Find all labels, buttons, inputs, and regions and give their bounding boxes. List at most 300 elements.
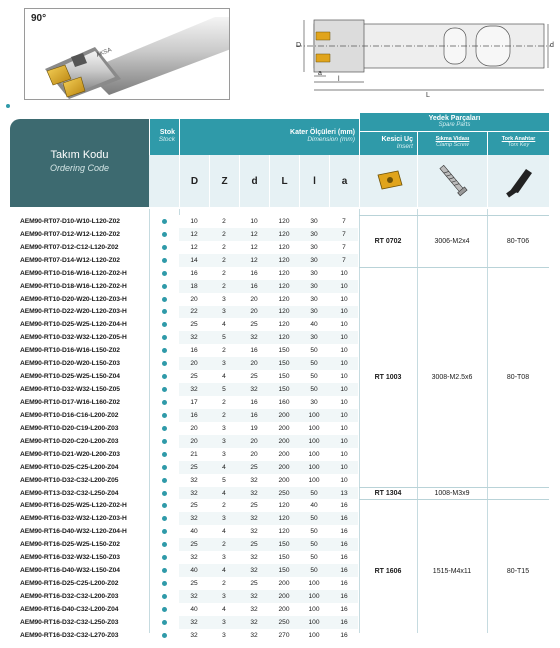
dim-d: d	[550, 42, 554, 49]
in-stock-dot	[162, 529, 167, 534]
cell-L: 120	[278, 217, 290, 225]
table-row	[10, 383, 359, 396]
cell-a: 10	[340, 347, 348, 355]
in-stock-dot	[162, 607, 167, 612]
cell-l: 30	[310, 243, 318, 251]
table-row	[10, 435, 359, 448]
cell-D: 32	[190, 489, 198, 497]
in-stock-dot	[162, 594, 167, 599]
table-row	[10, 525, 359, 538]
ordering-code: AEM90-RT10-D16-C16-L200-Z02	[20, 411, 119, 419]
cell-a: 10	[340, 295, 348, 303]
ordering-code: AEM90-RT16-D40-W32-L120-Z04-H	[20, 528, 127, 536]
cell-l: 30	[310, 308, 318, 316]
cell-d: 20	[250, 295, 258, 303]
cell-L: 270	[278, 631, 290, 639]
table-row	[10, 551, 359, 564]
table-row	[10, 512, 359, 525]
cell-L: 120	[278, 321, 290, 329]
ordering-code: AEM90-RT16-D32-C32-L250-Z03	[20, 618, 119, 626]
ordering-code: AEM90-RT10-D17-W16-L160-Z02	[20, 398, 120, 406]
cell-Z: 2	[222, 282, 226, 290]
table-row	[10, 616, 359, 629]
stock-column-head	[149, 155, 179, 207]
stock-label: Stok	[159, 129, 175, 136]
stock-cell	[149, 309, 179, 314]
cell-l: 100	[308, 605, 320, 613]
torx-key-header	[487, 132, 549, 155]
cell-L: 150	[278, 373, 290, 381]
cell-D: 16	[190, 411, 198, 419]
cell-L: 150	[278, 360, 290, 368]
cell-l: 30	[310, 256, 318, 264]
cell-d: 32	[250, 489, 258, 497]
cell-Z: 4	[222, 373, 226, 381]
in-stock-dot	[162, 568, 167, 573]
cell-l: 30	[310, 217, 318, 225]
cell-D: 20	[190, 424, 198, 432]
cell-d: 32	[250, 605, 258, 613]
cell-a: 10	[340, 360, 348, 368]
cell-d: 32	[250, 334, 258, 342]
cell-d: 32	[250, 631, 258, 639]
stock-cell	[149, 322, 179, 327]
cell-a: 10	[340, 373, 348, 381]
stock-cell	[149, 516, 179, 521]
cell-L: 120	[278, 269, 290, 277]
cell-Z: 4	[222, 463, 226, 471]
ordering-code: AEM90-RT10-D20-C20-L200-Z03	[20, 437, 119, 445]
cell-l: 50	[310, 386, 318, 394]
cell-L: 200	[278, 476, 290, 484]
cell-D: 12	[190, 230, 198, 238]
cell-Z: 4	[222, 489, 226, 497]
table-row	[10, 577, 359, 590]
technical-drawing	[276, 10, 556, 102]
stock-cell	[149, 426, 179, 431]
group-clamp: 1515-M4x11	[432, 567, 472, 575]
table-body	[10, 209, 549, 639]
group-key: 80-T06	[506, 237, 530, 245]
dimension-header	[179, 119, 359, 155]
cell-L: 200	[278, 580, 290, 588]
in-stock-dot	[162, 555, 167, 560]
table-row	[10, 474, 359, 487]
in-stock-dot	[162, 245, 167, 250]
cell-l: 100	[308, 450, 320, 458]
in-stock-dot	[162, 465, 167, 470]
cell-D: 32	[190, 476, 198, 484]
ordering-code: AEM90-RT16-D32-W32-L150-Z03	[20, 554, 120, 562]
cell-D: 20	[190, 295, 198, 303]
ordering-code: AEM90-RT07-D10-W10-L120-Z02	[20, 217, 120, 225]
cell-L: 250	[278, 489, 290, 497]
cell-d: 25	[250, 580, 258, 588]
cell-l: 100	[308, 463, 320, 471]
stock-cell	[149, 491, 179, 496]
cell-Z: 3	[222, 515, 226, 523]
in-stock-dot	[162, 297, 167, 302]
cell-a: 10	[340, 476, 348, 484]
svg-text:AKSA: AKSA	[95, 47, 113, 59]
stock-cell	[149, 374, 179, 379]
cell-a: 10	[340, 386, 348, 394]
cell-Z: 2	[222, 243, 226, 251]
cell-D: 22	[190, 308, 198, 316]
cell-a: 10	[340, 463, 348, 471]
angle-label: 90°	[31, 13, 47, 24]
stock-cell	[149, 245, 179, 250]
spare-label: Yedek Parçaları	[428, 115, 481, 122]
cell-L: 120	[278, 515, 290, 523]
group-clamp: 1008-M3x9	[434, 490, 470, 497]
in-stock-dot	[162, 335, 167, 340]
cell-l: 30	[310, 269, 318, 277]
cell-Z: 3	[222, 554, 226, 562]
insert-header	[359, 132, 417, 155]
ordering-code: AEM90-RT10-D25-W25-L150-Z04	[20, 373, 120, 381]
cell-D: 40	[190, 605, 198, 613]
cell-l: 30	[310, 230, 318, 238]
cell-l: 30	[310, 398, 318, 406]
cell-a: 16	[340, 605, 348, 613]
cell-a: 7	[342, 217, 346, 225]
table-row	[10, 344, 359, 357]
table-row	[10, 254, 359, 267]
group-insert: RT 0702	[374, 237, 402, 245]
cell-a: 10	[340, 321, 348, 329]
stock-cell	[149, 232, 179, 237]
cell-Z: 4	[222, 528, 226, 536]
cell-D: 25	[190, 373, 198, 381]
cell-Z: 2	[222, 256, 226, 264]
stock-cell	[149, 542, 179, 547]
cell-a: 16	[340, 554, 348, 562]
in-stock-dot	[162, 542, 167, 547]
table-row	[10, 538, 359, 551]
group-insert: RT 1606	[374, 567, 402, 575]
ordering-code: AEM90-RT16-D40-C32-L200-Z04	[20, 605, 119, 613]
cell-Z: 3	[222, 424, 226, 432]
clamp-label-en: Clamp Screw	[436, 142, 469, 148]
ordering-code: AEM90-RT10-D32-C32-L200-Z05	[20, 476, 119, 484]
cell-L: 120	[278, 502, 290, 510]
cell-l: 100	[308, 580, 320, 588]
table-row	[10, 306, 359, 319]
cell-D: 25	[190, 463, 198, 471]
ordering-code: AEM90-RT10-D18-W16-L120-Z02-H	[20, 282, 127, 290]
cell-Z: 3	[222, 450, 226, 458]
cell-l: 50	[310, 567, 318, 575]
table-row	[10, 461, 359, 474]
table-row	[10, 603, 359, 616]
column-header-l: l	[299, 155, 329, 207]
in-stock-dot	[162, 271, 167, 276]
group-insert: RT 1304	[374, 490, 402, 497]
dim-D: D	[296, 42, 302, 49]
ordering-code: AEM90-RT07-D14-W12-L120-Z02	[20, 256, 120, 264]
screw-icon	[417, 155, 487, 207]
cell-d: 16	[250, 282, 258, 290]
cell-D: 40	[190, 528, 198, 536]
cell-L: 120	[278, 282, 290, 290]
cell-d: 16	[250, 347, 258, 355]
cell-Z: 3	[222, 308, 226, 316]
cell-a: 16	[340, 515, 348, 523]
cell-d: 10	[250, 217, 258, 225]
cell-d: 32	[250, 592, 258, 600]
cell-D: 16	[190, 347, 198, 355]
cell-L: 150	[278, 554, 290, 562]
stock-cell	[149, 361, 179, 366]
stock-cell	[149, 400, 179, 405]
cell-a: 16	[340, 631, 348, 639]
cell-l: 50	[310, 554, 318, 562]
cell-D: 25	[190, 580, 198, 588]
ordering-code: AEM90-RT10-D32-W32-L150-Z05	[20, 386, 120, 394]
cell-Z: 3	[222, 360, 226, 368]
cell-D: 25	[190, 541, 198, 549]
in-stock-dot	[162, 258, 167, 263]
key-label: Tork Anahtar	[501, 136, 536, 142]
cell-a: 10	[340, 308, 348, 316]
cell-L: 200	[278, 605, 290, 613]
table-row	[10, 357, 359, 370]
insert-group	[359, 499, 549, 641]
cell-L: 120	[278, 243, 290, 251]
cell-D: 16	[190, 269, 198, 277]
cell-a: 7	[342, 230, 346, 238]
cell-d: 25	[250, 321, 258, 329]
cell-d: 16	[250, 398, 258, 406]
stock-cell	[149, 297, 179, 302]
table-row	[10, 280, 359, 293]
stock-cell	[149, 335, 179, 340]
ordering-code: AEM90-RT07-D12-W12-L120-Z02	[20, 230, 120, 238]
cell-d: 20	[250, 308, 258, 316]
end-mill-image	[25, 9, 230, 100]
cell-a: 16	[340, 567, 348, 575]
stock-cell	[149, 387, 179, 392]
stock-cell	[149, 633, 179, 638]
cell-L: 120	[278, 334, 290, 342]
in-stock-dot	[162, 620, 167, 625]
cell-d: 20	[250, 360, 258, 368]
table-row	[10, 370, 359, 383]
column-header-D: D	[179, 155, 209, 207]
cell-l: 100	[308, 592, 320, 600]
ordering-code: AEM90-RT16-D25-W25-L120-Z02-H	[20, 502, 127, 510]
cell-D: 17	[190, 398, 198, 406]
cell-d: 32	[250, 554, 258, 562]
in-stock-dot	[162, 400, 167, 405]
stock-cell	[149, 413, 179, 418]
stock-cell	[149, 568, 179, 573]
column-header-L: L	[269, 155, 299, 207]
ordering-code: AEM90-RT10-D22-W20-L120-Z03-H	[20, 308, 127, 316]
ordering-code: AEM90-RT10-D25-C25-L200-Z04	[20, 463, 119, 471]
stock-cell	[149, 620, 179, 625]
ordering-code: AEM90-RT10-D32-W32-L120-Z05-H	[20, 334, 127, 342]
in-stock-dot	[162, 284, 167, 289]
cell-l: 50	[310, 515, 318, 523]
cell-l: 50	[310, 347, 318, 355]
ordering-code: AEM90-RT16-D40-W32-L150-Z04	[20, 567, 120, 575]
table-row	[10, 215, 359, 228]
cell-a: 10	[340, 334, 348, 342]
cell-D: 32	[190, 592, 198, 600]
ordering-code: AEM90-RT16-D32-C32-L270-Z03	[20, 631, 119, 639]
cell-D: 25	[190, 321, 198, 329]
cell-d: 32	[250, 528, 258, 536]
cell-d: 32	[250, 567, 258, 575]
group-key: 80-T08	[506, 373, 530, 381]
cell-d: 12	[250, 256, 258, 264]
in-stock-dot	[162, 516, 167, 521]
cell-L: 250	[278, 618, 290, 626]
cell-a: 16	[340, 618, 348, 626]
cell-d: 12	[250, 243, 258, 251]
table-row	[10, 228, 359, 241]
insert-group	[359, 215, 549, 267]
cell-L: 150	[278, 541, 290, 549]
cell-Z: 2	[222, 502, 226, 510]
stock-cell	[149, 439, 179, 444]
cell-D: 20	[190, 360, 198, 368]
cell-a: 16	[340, 541, 348, 549]
dim-a: a	[318, 70, 322, 77]
key-label-en: Torx Key	[507, 142, 530, 148]
table-row	[10, 564, 359, 577]
title-en: Ordering Code	[49, 163, 110, 173]
cell-D: 32	[190, 618, 198, 626]
cell-L: 120	[278, 528, 290, 536]
cell-d: 16	[250, 411, 258, 419]
section-bullet	[6, 104, 10, 108]
in-stock-dot	[162, 232, 167, 237]
stock-cell	[149, 478, 179, 483]
table-row	[10, 331, 359, 344]
dim-L: L	[426, 92, 430, 99]
cell-Z: 2	[222, 347, 226, 355]
cell-Z: 2	[222, 411, 226, 419]
cell-Z: 4	[222, 321, 226, 329]
stock-cell	[149, 452, 179, 457]
clamp-label: Sıkma Vidası	[435, 136, 470, 142]
cell-Z: 2	[222, 269, 226, 277]
cell-d: 12	[250, 230, 258, 238]
ordering-code-header	[10, 119, 149, 207]
in-stock-dot	[162, 452, 167, 457]
cell-a: 7	[342, 256, 346, 264]
cell-Z: 2	[222, 217, 226, 225]
stock-cell	[149, 348, 179, 353]
table-row	[10, 396, 359, 409]
cell-L: 200	[278, 592, 290, 600]
cell-a: 10	[340, 450, 348, 458]
cell-d: 25	[250, 541, 258, 549]
cell-L: 150	[278, 347, 290, 355]
stock-label-en: Stock	[158, 136, 175, 143]
ordering-code: AEM90-RT10-D16-W16-L150-Z02	[20, 347, 120, 355]
cell-L: 200	[278, 411, 290, 419]
cell-a: 16	[340, 502, 348, 510]
stock-cell	[149, 607, 179, 612]
cell-a: 10	[340, 424, 348, 432]
in-stock-dot	[162, 322, 167, 327]
ordering-code: AEM90-RT10-D25-W25-L120-Z04-H	[20, 321, 127, 329]
ordering-code: AEM90-RT10-D20-W20-L150-Z03	[20, 360, 120, 368]
group-clamp: 3008-M2.5x6	[431, 373, 473, 381]
cell-d: 32	[250, 386, 258, 394]
stock-cell	[149, 555, 179, 560]
spare-parts-header	[359, 113, 549, 131]
table-row	[10, 629, 359, 642]
cell-L: 200	[278, 450, 290, 458]
cell-d: 16	[250, 269, 258, 277]
cell-Z: 3	[222, 592, 226, 600]
group-insert: RT 1003	[374, 373, 402, 381]
cell-a: 10	[340, 269, 348, 277]
cell-a: 10	[340, 282, 348, 290]
tool-photo	[24, 8, 230, 100]
table-row	[10, 267, 359, 280]
cell-Z: 3	[222, 437, 226, 445]
stock-cell	[149, 594, 179, 599]
in-stock-dot	[162, 309, 167, 314]
stock-cell	[149, 284, 179, 289]
in-stock-dot	[162, 374, 167, 379]
cell-Z: 2	[222, 541, 226, 549]
cell-Z: 3	[222, 295, 226, 303]
cell-a: 16	[340, 580, 348, 588]
in-stock-dot	[162, 348, 167, 353]
stock-cell	[149, 529, 179, 534]
group-clamp: 3006-M2x4	[434, 237, 470, 245]
table-row	[10, 241, 359, 254]
ordering-code: AEM90-RT10-D20-C19-L200-Z03	[20, 424, 119, 432]
cell-D: 32	[190, 334, 198, 342]
cell-Z: 5	[222, 334, 226, 342]
cell-l: 30	[310, 295, 318, 303]
cell-Z: 2	[222, 230, 226, 238]
table-row	[10, 499, 359, 512]
column-header-d: d	[239, 155, 269, 207]
group-key: 80-T15	[506, 567, 530, 575]
cell-D: 18	[190, 282, 198, 290]
cell-d: 19	[250, 424, 258, 432]
cell-a: 10	[340, 398, 348, 406]
in-stock-dot	[162, 387, 167, 392]
cell-Z: 3	[222, 618, 226, 626]
cell-D: 14	[190, 256, 198, 264]
insert-group	[359, 487, 549, 500]
stock-header	[149, 119, 179, 155]
stock-cell	[149, 503, 179, 508]
in-stock-dot	[162, 426, 167, 431]
insert-group	[359, 267, 549, 487]
cell-D: 10	[190, 217, 198, 225]
cell-a: 10	[340, 437, 348, 445]
cell-L: 120	[278, 308, 290, 316]
in-stock-dot	[162, 503, 167, 508]
stock-cell	[149, 258, 179, 263]
table-row	[10, 293, 359, 306]
cell-a: 7	[342, 243, 346, 251]
ordering-code: AEM90-RT16-D32-W32-L120-Z03-H	[20, 515, 127, 523]
table-row	[10, 409, 359, 422]
cell-l: 100	[308, 411, 320, 419]
